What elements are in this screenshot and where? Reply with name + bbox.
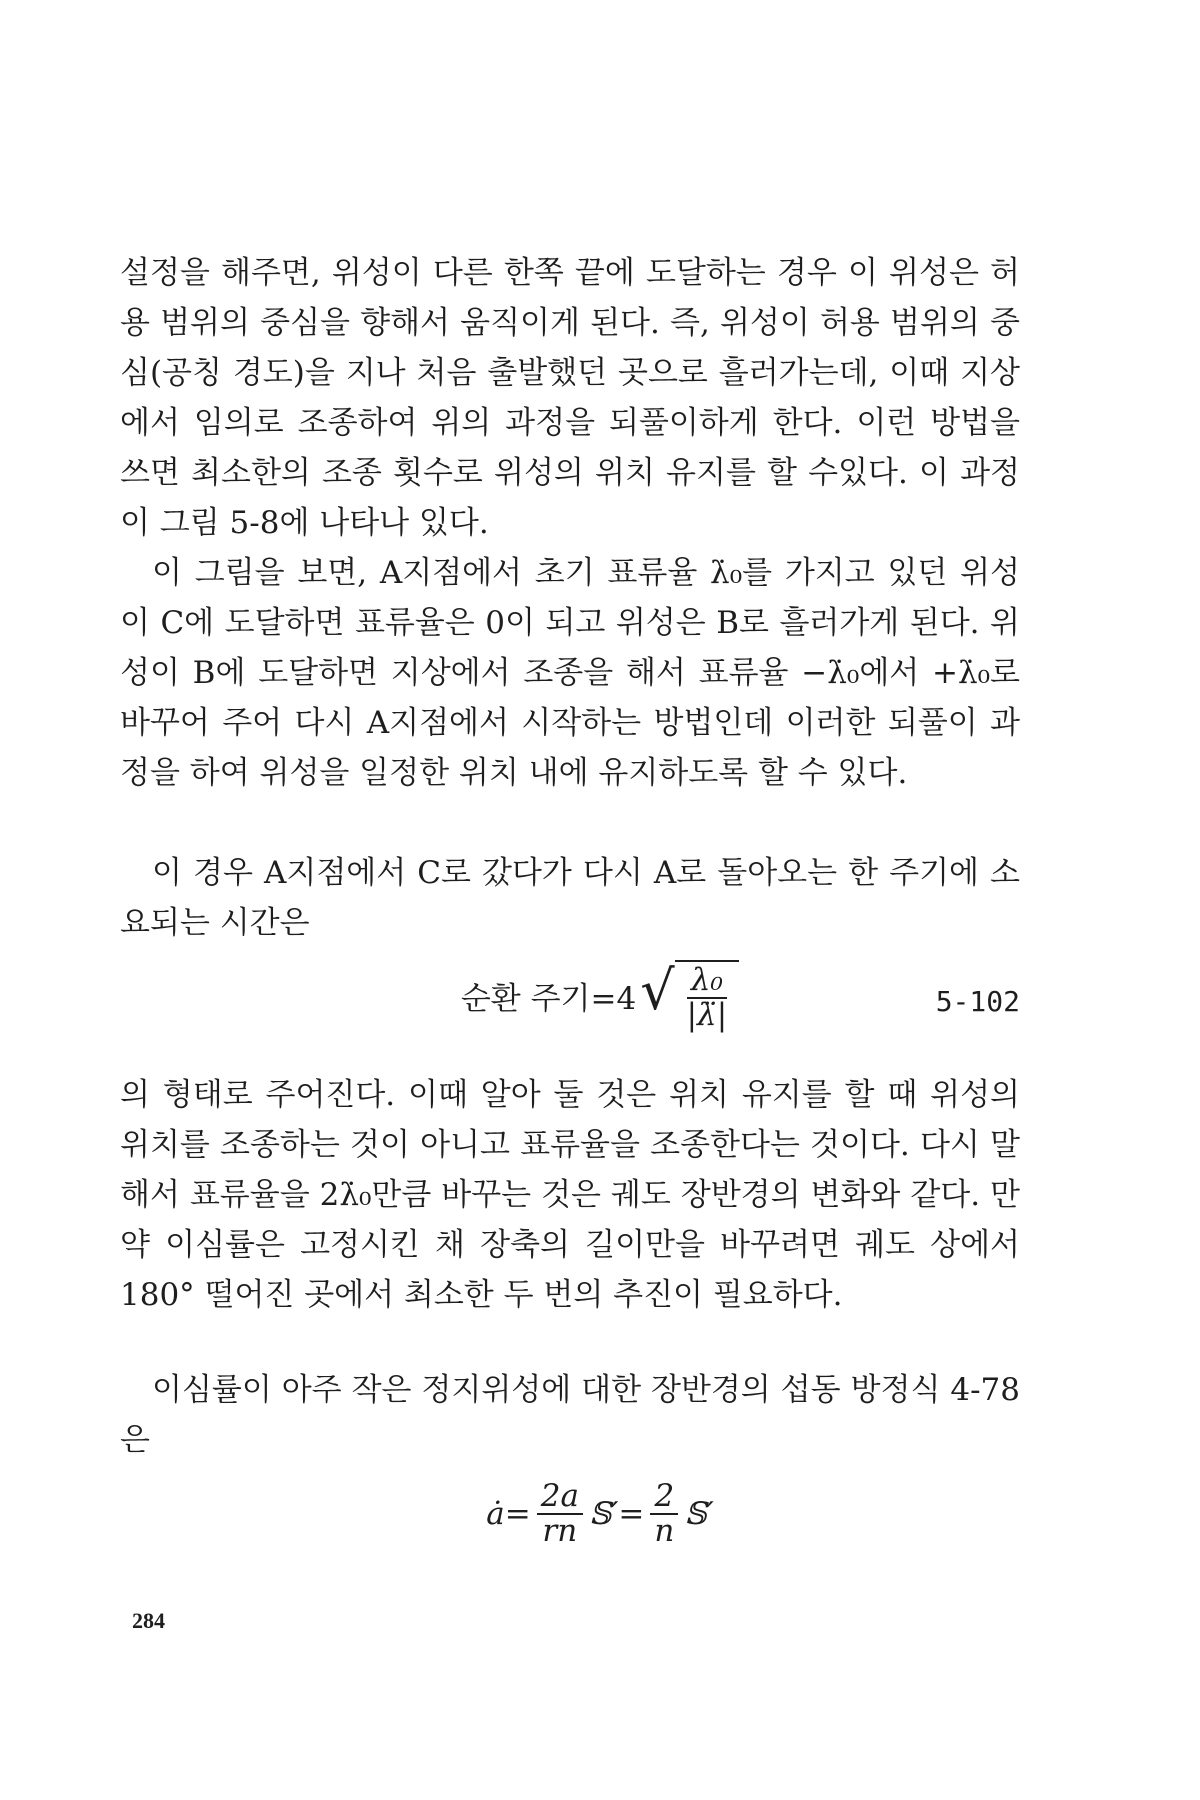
paragraph-5: 이심률이 아주 작은 정지위성에 대한 장반경의 섭동 방정식 4-78은 (120, 1372, 1020, 1458)
paragraph-1: 설정을 해주면, 위성이 다른 한쪽 끝에 도달하는 경우 이 위성은 허용 범위의 중심을 향해서 움직이게 된다. 즉, 위성이 허용 범위의 중심(공칭 경도)을 지나 처음 출발했던 곳으로 흘러가는데, 이때 지상에서 임의로 조종하여 위의 과정을 되풀이하게 한다. 이런 방법을 쓰면 최소한의 조종 횟수로 위성의 위치 유지를 할 수있다. 이 과정이 그림 5-8에 나타나 있다. (120, 255, 1020, 541)
square-root (640, 960, 739, 1031)
equation-cycle-period (0, 960, 1200, 1031)
paragraph-2: 이 그림을 보면, A지점에서 초기 표류율 λ̇₀를 가지고 있던 위성이 C에 도달하면 표류율은 0이 되고 위성은 B로 흘러가게 된다. 위성이 B에 도달하면 지상에서 조종을 해서 표류율 −λ̇₀에서 +λ̇₀로 바꾸어 주어 다시 A지점에서 시작하는 방법인데 이러한 되풀이 과정을 하여 위성을 일정한 위치 내에 유지하도록 할 수 있다. (120, 555, 1020, 791)
fraction-2: $\frac{2}{n}$ (650, 1480, 678, 1547)
equation-lhs: ȧ= (486, 1495, 531, 1532)
equation-number: 5-102 (935, 985, 1020, 1018)
paragraph-3: 이 경우 A지점에서 C로 갔다가 다시 A로 돌아오는 한 주기에 소요되는 시간은 (120, 855, 1020, 941)
paragraph-4: 의 형태로 주어진다. 이때 알아 둘 것은 위치 유지를 할 때 위성의 위치를 조종하는 것이 아니고 표류율을 조종한다는 것이다. 다시 말해서 표류율을 2λ̇₀만큼 바꾸는 것은 궤도 장반경의 변화와 같다. 만약 이심률은 고정시킨 채 장축의 길이만을 바꾸려면 궤도 상에서 180° 떨어진 곳에서 최소한 두 번의 추진이 필요하다. (120, 1077, 1020, 1313)
equation-semimajor-axis (0, 1480, 1200, 1547)
fraction-1: $\frac{2a}{rn}$ (537, 1480, 583, 1547)
radical-sign: √ (640, 959, 675, 1022)
equation-rhs: 𝕊′ (684, 1495, 714, 1532)
fraction (683, 964, 732, 1031)
equation-mid: 𝕊′= (588, 1495, 645, 1532)
equation-label: 순환 주기=4 (460, 981, 637, 1018)
fraction-denominator: |λ̈| (686, 996, 728, 1033)
page-number: 284 (132, 1608, 165, 1633)
fraction-numerator: λ₀ (687, 964, 727, 999)
